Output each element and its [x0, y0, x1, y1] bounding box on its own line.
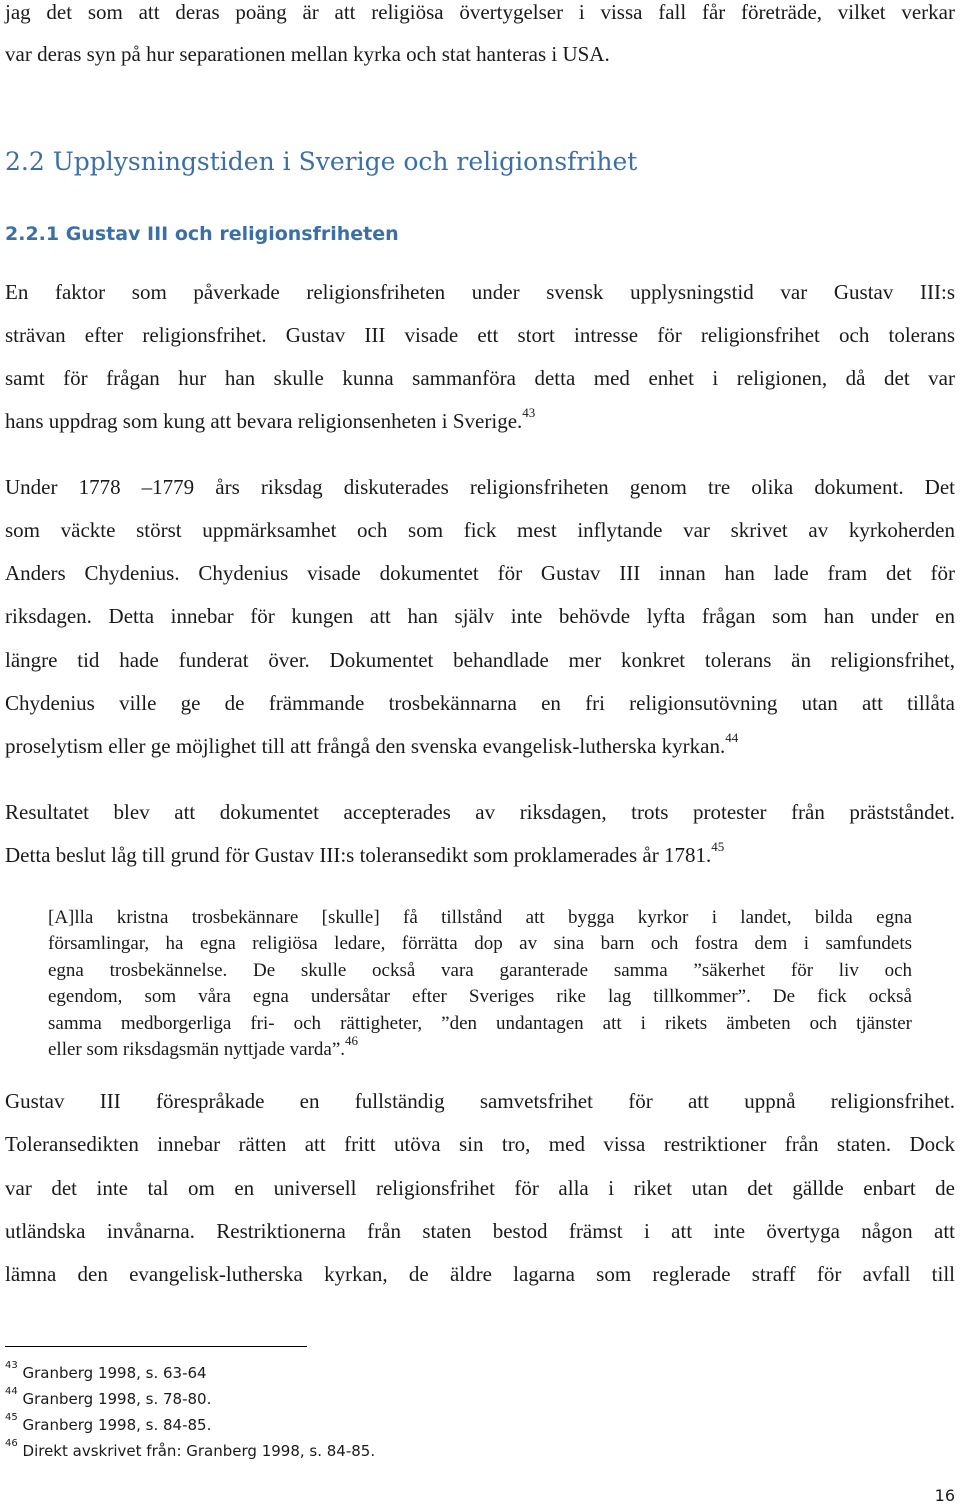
body-text-line: Under 1778 –1779 års riksdag diskuterades religionsfriheten genom tre olika dokument. Det — [5, 475, 955, 499]
body-text-line — [5, 839, 955, 867]
block-quote-line: församlingar, ha egna religiösa ledare, förrätta dop av sina barn och fostra dem i samfundets — [48, 933, 912, 954]
block-quote-text: eller som riksdagsmän nyttjade varda”. — [48, 1039, 346, 1060]
block-quote-line: egendom, som våra egna undersåtar efter Sveriges rike lag tillkommer”. De fick också — [48, 986, 912, 1007]
footnote-reference[interactable]: 45 — [711, 839, 725, 854]
body-text: hans uppdrag som kung att bevara religionsenheten i Sverige. — [5, 409, 523, 433]
body-text-line: Toleransedikten innebar rätten att fritt utöva sin tro, med vissa restriktioner från staten. Dock — [5, 1132, 955, 1156]
footnote-number: 44 — [5, 1386, 18, 1397]
footnote-text: Granberg 1998, s. 84-85. — [22, 1416, 212, 1434]
footnote — [5, 1386, 212, 1409]
block-quote-line: samma medborgerliga fri- och rättigheter, ”den undantagen att i rikets ämbeten och tjänster — [48, 1013, 912, 1034]
footnote — [5, 1438, 376, 1461]
block-quote-line: egna trosbekännelse. De skulle också vara garanterade samma ”säkerhet för liv och — [48, 960, 912, 981]
footnote-reference[interactable]: 43 — [522, 405, 536, 420]
footnote-separator — [5, 1346, 307, 1347]
footnote — [5, 1360, 207, 1383]
body-text-line — [5, 730, 955, 758]
body-text: Detta beslut låg till grund för Gustav III:s toleransedikt som proklamerades år 1781. — [5, 843, 712, 867]
body-text-line: lämna den evangelisk-lutherska kyrkan, de äldre lagarna som reglerade straff för avfall till — [5, 1262, 955, 1286]
section-heading: 2.2 Upplysningstiden i Sverige och religionsfrihet — [5, 147, 638, 176]
subsection-heading: 2.2.1 Gustav III och religionsfriheten — [5, 223, 399, 245]
footnote-text: Granberg 1998, s. 63-64 — [22, 1364, 207, 1382]
body-text-line: Resultatet blev att dokumentet accepterades av riksdagen, trots protester från prästståndet. — [5, 800, 955, 824]
body-text-line: var det inte tal om en universell religionsfrihet för alla i riket utan det gällde enbart de — [5, 1176, 955, 1200]
body-text-line: jag det som att deras poäng är att religiösa övertygelser i vissa fall får företräde, vilket verkar — [5, 0, 955, 24]
body-text-line: Anders Chydenius. Chydenius visade dokumentet för Gustav III innan han lade fram det för — [5, 561, 955, 585]
body-text: proselytism eller ge möjlighet till att frångå den svenska evangelisk-lutherska kyrkan. — [5, 734, 726, 758]
body-text-line: var deras syn på hur separationen mellan kyrka och stat hanteras i USA. — [5, 42, 610, 66]
block-quote-line — [48, 1032, 912, 1061]
body-text-line: längre tid hade funderat över. Dokumentet behandlade mer konkret tolerans än religionsfrihet, — [5, 648, 955, 672]
footnote-text: Granberg 1998, s. 78-80. — [22, 1390, 212, 1408]
body-text-line: Chydenius ville ge de främmande trosbekännarna en fri religionsutövning utan att tillåta — [5, 691, 955, 715]
body-text-line: som väckte störst uppmärksamhet och som fick mest inflytande var skrivet av kyrkoherden — [5, 518, 955, 542]
footnote-reference[interactable]: 44 — [725, 730, 739, 745]
footnote-reference[interactable]: 46 — [345, 1032, 359, 1048]
body-text-line — [5, 405, 955, 433]
body-text-line: En faktor som påverkade religionsfriheten under svensk upplysningstid var Gustav III:s — [5, 280, 955, 304]
footnote — [5, 1412, 212, 1435]
body-text-line: riksdagen. Detta innebar för kungen att han själv inte behövde lyfta frågan som han under en — [5, 604, 955, 628]
body-text-line: strävan efter religionsfrihet. Gustav III visade ett stort intresse för religionsfrihet och tolerans — [5, 323, 955, 347]
body-text-line: utländska invånarna. Restriktionerna från staten bestod främst i att inte övertyga någon att — [5, 1219, 955, 1243]
body-text-line: samt för frågan hur han skulle kunna sammanföra detta med enhet i religionen, då det var — [5, 366, 955, 390]
block-quote-line: [A]lla kristna trosbekännare [skulle] få tillstånd att bygga kyrkor i landet, bilda egna — [48, 907, 912, 928]
footnote-text: Direkt avskrivet från: Granberg 1998, s. 84-85. — [22, 1442, 376, 1460]
footnote-number: 45 — [5, 1412, 18, 1423]
footnote-number: 46 — [5, 1438, 18, 1449]
footnote-number: 43 — [5, 1360, 18, 1371]
body-text-line: Gustav III förespråkade en fullständig samvetsfrihet för att uppnå religionsfrihet. — [5, 1089, 955, 1113]
page-number: 16 — [934, 1486, 955, 1505]
